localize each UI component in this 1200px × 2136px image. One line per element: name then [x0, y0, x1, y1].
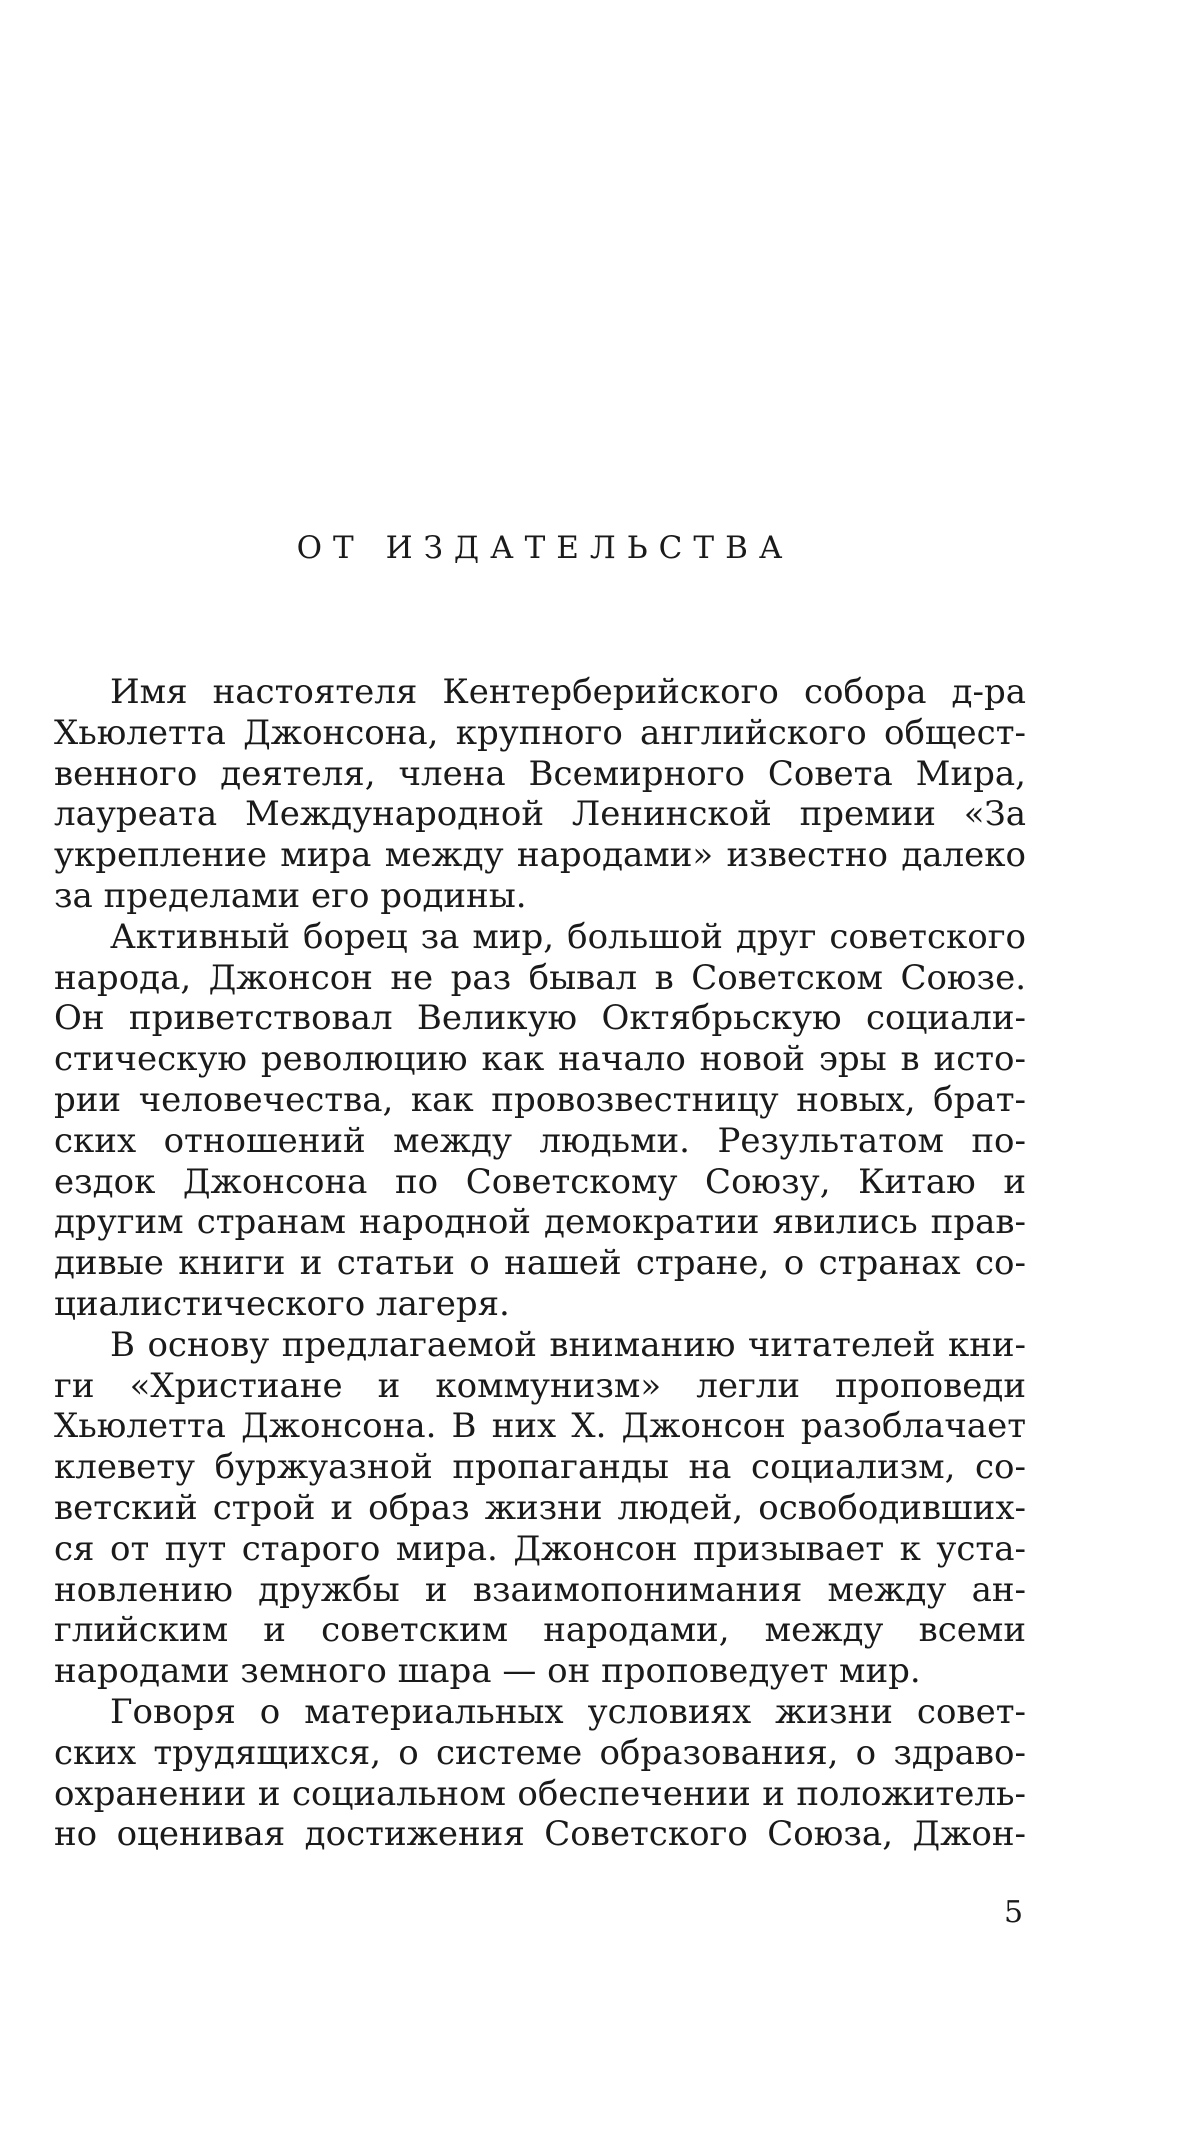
- text-line: венного деятеля, члена Всемирного Совета Мира,: [54, 753, 1026, 794]
- text-line: за пределами его родины.: [54, 875, 527, 916]
- text-line: В основу предлагаемой вниманию читателей кни-: [110, 1324, 1026, 1365]
- text-line: охранении и социальном обеспечении и положитель-: [54, 1773, 1026, 1814]
- text-line: клевету буржуазной пропаганды на социализм, со-: [54, 1447, 1026, 1488]
- text-line: Хьюлетта Джонсона, крупного английского общест-: [54, 712, 1026, 753]
- text-line: новлению дружбы и взаимопонимания между ан-: [54, 1569, 1026, 1610]
- body-text: [54, 672, 1026, 1855]
- text-line: циалистического лагеря.: [54, 1283, 510, 1324]
- text-line: стическую революцию как начало новой эры в исто-: [54, 1039, 1026, 1080]
- text-line: Хьюлетта Джонсона. В них Х. Джонсон разоблачает: [54, 1406, 1026, 1447]
- text-line: рии человечества, как провозвестницу новых, брат-: [54, 1079, 1026, 1120]
- text-line: но оценивая достижения Советского Союза, Джон-: [54, 1814, 1026, 1855]
- text-line: народами земного шара — он проповедует мир.: [54, 1651, 921, 1692]
- text-line: народа, Джонсон не раз бывал в Советском Союзе.: [54, 957, 1026, 998]
- text-line: глийским и советским народами, между всеми: [54, 1610, 1026, 1651]
- page-number: 5: [1004, 1895, 1024, 1930]
- text-line: другим странам народной демократии явились прав-: [54, 1202, 1026, 1243]
- section-heading: ОТ ИЗДАТЕЛЬСТВА: [296, 530, 794, 566]
- text-line: Он приветствовал Великую Октябрьскую социали-: [54, 998, 1026, 1039]
- text-line: Активный борец за мир, большой друг советского: [110, 916, 1026, 957]
- text-line: ги «Христиане и коммунизм» легли проповеди: [54, 1365, 1026, 1406]
- text-line: ся от пут старого мира. Джонсон призывает к уста-: [54, 1528, 1026, 1569]
- text-line: лауреата Международной Ленинской премии «За: [54, 794, 1026, 835]
- text-line: ских отношений между людьми. Результатом по-: [54, 1120, 1026, 1161]
- text-line: ездок Джонсона по Советскому Союзу, Китаю и: [54, 1161, 1026, 1202]
- text-line: Имя настоятеля Кентерберийского собора д-ра: [110, 672, 1026, 712]
- text-line: ских трудящихся, о системе образования, о здраво-: [54, 1732, 1026, 1773]
- text-line: укрепление мира между народами» известно далеко: [54, 835, 1026, 876]
- text-line: Говоря о материальных условиях жизни совет-: [110, 1691, 1026, 1732]
- text-line: дивые книги и статьи о нашей стране, о странах со-: [54, 1243, 1026, 1284]
- text-line: ветский строй и образ жизни людей, освободивших-: [54, 1487, 1026, 1528]
